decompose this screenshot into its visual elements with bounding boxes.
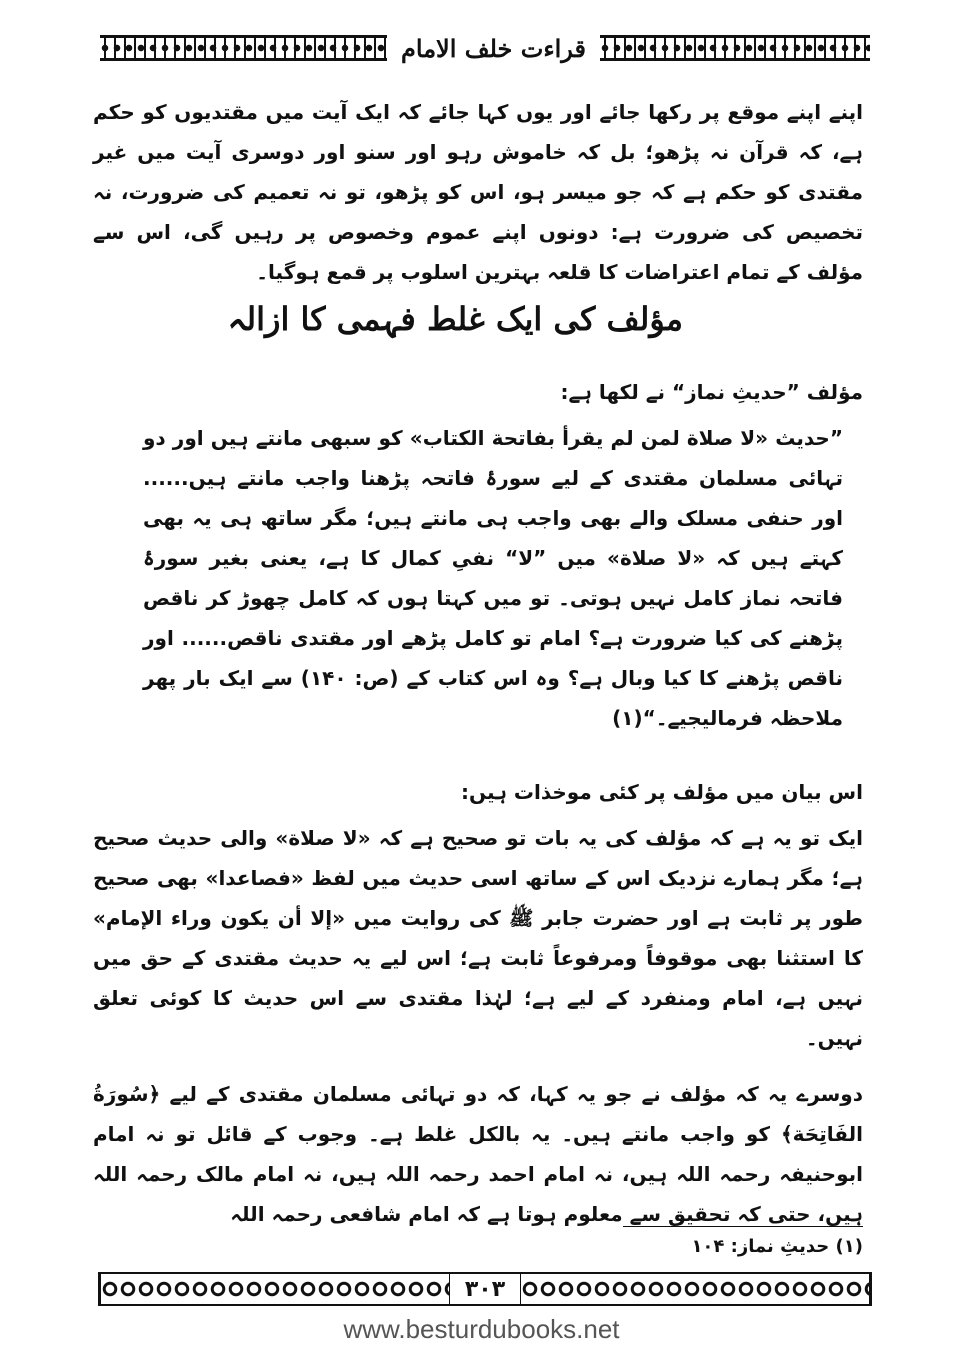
block-quote: ”حدیث «لا صلاة لمن لم يقرأ بفاتحة الكتاب» کو سبھی مانتے ہیں اور دو تہائی مسلمان مقتدی کے لیے سورۂ فاتحہ پڑھنا واجب مانتے ہیں...... اور حنفی مسلک والے بھی واجب ہی مانتے ہیں؛ مگر ساتھ ہی یہ بھی کہتے ہیں کہ «لا صلاة» میں ”لا“ نفیِ کمال کا ہے، یعنی بغیر سورۂ فاتحہ نماز کامل نہیں ہوتی۔ تو میں کہتا ہوں کہ کامل چھوڑ کر ناقص پڑھنے کی کیا ضرورت ہے؟ امام تو کامل پڑھے اور مقتدی ناقص...... اور ناقص پڑھنے کا کیا وبال ہے؟ وہ اس کتاب کے (ص: ۱۴۰) سے ایک بار پھر ملاحظہ فرمالیجیے۔“(۱) bbox=[143, 426, 843, 730]
footer-ornament-left bbox=[100, 1274, 450, 1304]
page-header bbox=[100, 26, 870, 70]
paragraph-objections-intro: اس بیان میں مؤلف پر کئی موخذات ہیں: bbox=[461, 780, 863, 804]
header-ornament-right bbox=[600, 35, 870, 61]
header-title: قراءت خلف الامام bbox=[401, 33, 586, 63]
paragraph-second-objection: دوسرے یہ کہ مؤلف نے جو یہ کہا، کہ دو تہائی مسلمان مقتدی کے لیے ﴿سُورَةُ الفَاتِحَة﴾ کو واجب مانتے ہیں۔ یہ بالکل غلط ہے۔ وجوب کے قائل تو نہ امام ابوحنیفہ رحمہ اللہ ہیں، نہ امام احمد رحمہ اللہ ہیں، نہ امام مالک رحمہ اللہ ہیں، حتی کہ تحقیق سے معلوم ہوتا ہے کہ امام شافعی رحمہ اللہ bbox=[93, 1082, 863, 1226]
footer-ornament-right bbox=[520, 1274, 870, 1304]
paragraph-first-objection: ایک تو یہ ہے کہ مؤلف کی یہ بات تو صحیح ہے کہ «لا صلاة» والی حدیث صحیح ہے؛ مگر ہمارے نزدیک اس کے ساتھ اسی حدیث میں لفظ «فصاعدا» بھی صحیح طور پر ثابت ہے اور حضرت جابر ﷺ کی روایت میں «إلا أن يكون وراء الإمام» کا استثنا بھی موقوفاً ومرفوعاً ثابت ہے؛ اس لیے یہ حدیث مقتدی کے حق میں نہیں ہے، امام ومنفرد کے لیے ہے؛ لہٰذا مقتدی سے اس حدیث کا کوئی تعلق نہیں۔ bbox=[93, 826, 863, 1050]
footnote-divider bbox=[623, 1226, 863, 1227]
paragraph-intro: اپنے اپنے موقع پر رکھا جائے اور یوں کہا جائے کہ ایک آیت میں مقتدیوں کو حکم ہے، کہ قرآن نہ پڑھو؛ بل کہ خاموش رہو اور سنو اور دوسری آیت میں غیر مقتدی کو حکم ہے کہ جو میسر ہو، اس کو پڑھو، تو نہ تعمیم کی ضرورت، نہ تخصیص کی ضرورت ہے: دونوں اپنے عموم وخصوص پر رہیں گی، اس سے مؤلف کے تمام اعتراضات کا قلعہ بہترین اسلوب پر قمع ہوگیا۔ bbox=[93, 100, 863, 284]
section-heading: مؤلف کی ایک غلط فہمی کا ازالہ bbox=[227, 300, 683, 338]
website-watermark: www.besturdubooks.net bbox=[343, 1314, 620, 1344]
header-ornament-left bbox=[100, 35, 387, 61]
page-number: ۳۰۳ bbox=[464, 1276, 506, 1302]
page-footer bbox=[98, 1272, 872, 1306]
footnote: (۱) حدیثِ نماز: ۱۰۴ bbox=[691, 1236, 863, 1257]
paragraph-author-quote-intro: مؤلف ”حدیثِ نماز“ نے لکھا ہے: bbox=[560, 380, 863, 404]
